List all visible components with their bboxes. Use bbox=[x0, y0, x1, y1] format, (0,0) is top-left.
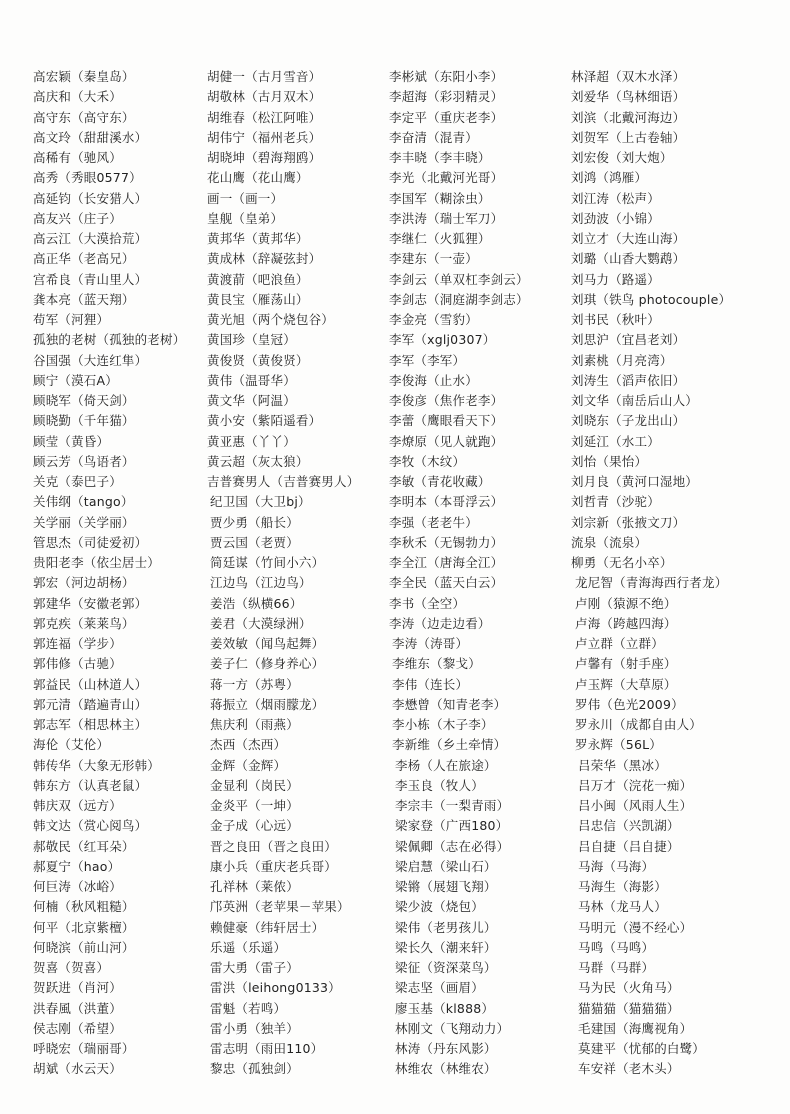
name-entry: 李书（全空） bbox=[389, 595, 466, 611]
name-entry: 刘宗新（张掖文刀） bbox=[571, 514, 686, 530]
name-entry: 李牧（木纹） bbox=[389, 453, 466, 469]
name-entry: 林维农（林维农） bbox=[395, 1061, 497, 1077]
name-entry: 金显利（岗民） bbox=[210, 777, 299, 793]
name-entry: 刘马力（路遥） bbox=[571, 271, 660, 287]
name-entry: 林刚文（飞翔动力） bbox=[395, 1020, 510, 1036]
name-entry: 李剑云（单双杠李剑云） bbox=[389, 271, 529, 287]
name-entry: 刘思沪（宜昌老刘） bbox=[571, 332, 686, 348]
name-entry: 李涛（涛哥） bbox=[392, 636, 469, 651]
name-entry: 黄小安（紫陌遥看） bbox=[207, 413, 322, 429]
name-entry: 金子成（心远） bbox=[210, 818, 299, 834]
name-entry: 蒋一方（苏粤） bbox=[210, 676, 299, 692]
name-entry: 刘怡（果怡） bbox=[571, 453, 648, 469]
name-entry: 李定平（重庆老李） bbox=[389, 109, 504, 125]
name-entry: 李懋曾（知青老李） bbox=[392, 696, 507, 712]
name-entry: 廖玉基（kl888） bbox=[395, 1000, 495, 1016]
name-entry: 雷洪（leihong0133） bbox=[210, 980, 341, 996]
name-entry: 黄云超（灰太狼） bbox=[207, 453, 309, 469]
name-entry: 刘素桃（月亮湾） bbox=[571, 352, 673, 368]
column-4 bbox=[571, 67, 731, 1080]
name-entry: 马林（龙马人） bbox=[578, 899, 667, 915]
name-entry: 郝敬民（红耳朵） bbox=[33, 838, 135, 854]
name-entry: 孔祥林（莱侬） bbox=[210, 879, 299, 894]
name-entry: 李杨（人在旅途） bbox=[395, 757, 497, 773]
name-entry: 胡斌（水云天） bbox=[33, 1061, 122, 1077]
name-entry: 罗永辉（56L） bbox=[575, 737, 662, 753]
name-entry: 李金亮（雪豹） bbox=[389, 312, 478, 327]
name-entry: 康小兵（重庆老兵哥） bbox=[210, 858, 338, 874]
name-entry: 宫希良（青山里人） bbox=[33, 271, 148, 287]
name-entry: 黄俊贤（黄俊贤） bbox=[207, 352, 309, 368]
name-entry: 卢海（跨越四海） bbox=[575, 615, 677, 631]
name-entry: 谷国强（大连红隼） bbox=[33, 352, 148, 368]
name-entry: 焦庆利（雨燕） bbox=[210, 717, 299, 732]
name-entry: 高稀有（驰风） bbox=[33, 150, 122, 165]
name-entry: 高延钧（长安猎人） bbox=[33, 190, 148, 206]
name-entry: 刘鸿（鸿雁） bbox=[571, 170, 648, 186]
name-entry: 猫猫猫（猫猫猫） bbox=[578, 1000, 680, 1016]
name-entry: 海伦（艾伦） bbox=[33, 737, 110, 753]
name-entry: 李玉良（牧人） bbox=[395, 777, 484, 793]
name-entry: 吕忠信（兴凯湖） bbox=[578, 818, 680, 834]
name-entry: 马海生（海影） bbox=[578, 879, 667, 894]
name-entry: 马明元（漫不经心） bbox=[578, 919, 693, 935]
name-entry: 罗伟（色光2009） bbox=[575, 696, 684, 712]
name-entry: 郭连福（学步） bbox=[33, 636, 122, 651]
name-entry: 龙尼智（青海海西行者龙） bbox=[575, 575, 728, 591]
name-entry: 高友兴（庄子） bbox=[33, 210, 122, 226]
name-entry: 刘宏俊（刘大炮） bbox=[571, 150, 673, 165]
name-entry: 黄文华（阿温） bbox=[207, 393, 296, 408]
name-entry: 黄亚惠（丫丫） bbox=[207, 433, 296, 449]
name-entry: 李俊海（止水） bbox=[389, 372, 478, 388]
name-entry: 蒋振立（烟雨朦龙） bbox=[210, 696, 325, 712]
name-entry: 郭建华（安徽老郭） bbox=[33, 595, 148, 611]
name-entry: 顾莹（黄昏） bbox=[33, 433, 110, 449]
name-entry: 罗永川（成都自由人） bbox=[575, 717, 703, 732]
name-entry: 顾晓军（倚天剑） bbox=[33, 393, 135, 408]
name-entry: 李维东（黎戈） bbox=[392, 656, 481, 672]
name-entry: 刘哲青（沙驼） bbox=[571, 494, 660, 510]
name-entry: 姜浩（纵横66） bbox=[210, 595, 303, 611]
name-entry: 李小栋（木子李） bbox=[392, 717, 494, 732]
name-entry: 姜子仁（修身养心） bbox=[210, 656, 325, 672]
name-entry: 李秋禾（无锡勃力） bbox=[389, 534, 504, 550]
name-entry: 贺跃进（肖河） bbox=[33, 980, 122, 996]
name-entry: 刘书民（秋叶） bbox=[571, 312, 660, 327]
name-entry: 顾晓勤（千年猫） bbox=[33, 413, 135, 429]
name-entry: 郭伟修（古驰） bbox=[33, 656, 122, 672]
name-entry: 刘滨（北戴河海边） bbox=[571, 109, 686, 125]
name-entry: 李奋清（混青） bbox=[389, 129, 478, 145]
name-entry: 李明本（本哥浮云） bbox=[389, 494, 504, 510]
name-entry: 呼晓宏（瑞丽哥） bbox=[33, 1041, 135, 1056]
name-entry: 姜效敏（闻鸟起舞） bbox=[210, 636, 325, 651]
name-entry: 李全民（蓝天白云） bbox=[389, 575, 504, 591]
name-entry: 黄邦华（黄邦华） bbox=[207, 231, 309, 246]
name-entry: 柳勇（无名小卒） bbox=[571, 555, 673, 570]
name-entry: 关伟纲（tango） bbox=[33, 494, 134, 510]
name-entry: 韩东方（认真老鼠） bbox=[33, 777, 148, 793]
name-entry: 梁启慧（梁山石） bbox=[395, 858, 497, 874]
name-entry: 梁征（资深菜鸟） bbox=[395, 960, 497, 975]
name-entry: 吕自捷（吕自捷） bbox=[578, 838, 680, 854]
name-entry: 梁佩卿（志在必得） bbox=[395, 838, 510, 854]
name-entry: 黄成林（辞凝弦封） bbox=[207, 251, 322, 267]
name-entry: 吕小闽（风雨人生） bbox=[578, 798, 693, 813]
name-entry: 贾少勇（船长） bbox=[210, 514, 299, 530]
name-entry: 胡敬林（古月双木） bbox=[207, 89, 322, 105]
name-entry: 吕荣华（黑冰） bbox=[578, 757, 667, 773]
name-entry: 苟军（河狸） bbox=[33, 312, 110, 327]
name-entry: 李丰晓（李丰晓） bbox=[389, 150, 491, 165]
name-entry: 马海（马海） bbox=[578, 858, 655, 874]
name-entry: 皇舰（皇弟） bbox=[207, 210, 284, 226]
name-entry: 刘贺军（上古卷轴） bbox=[571, 129, 686, 145]
name-entry: 孤独的老树（孤独的老树） bbox=[33, 332, 186, 348]
name-entry: 何平（北京紫檀） bbox=[33, 919, 135, 935]
name-entry: 李国军（糊涂虫） bbox=[389, 190, 491, 206]
name-entry: 林泽超（双木水泽） bbox=[571, 69, 686, 84]
name-entry: 高云江（大漠拾荒） bbox=[33, 231, 148, 246]
name-entry: 刘爱华（鸟林细语） bbox=[571, 89, 686, 105]
name-entry: 黄光旭（两个烧包谷） bbox=[207, 312, 335, 327]
name-entry: 卢立群（立群） bbox=[575, 636, 664, 651]
name-entry: 乐遥（乐遥） bbox=[210, 939, 287, 955]
name-entry: 吕万才（浣花一痴） bbox=[578, 777, 693, 793]
name-entry: 李军（李军） bbox=[389, 352, 466, 368]
column-2 bbox=[207, 67, 359, 1080]
name-entry: 黎忠（孤独剑） bbox=[210, 1061, 299, 1077]
name-entry: 马为民（火角马） bbox=[578, 980, 680, 996]
name-entry: 邝英洲（老苹果－苹果） bbox=[210, 899, 350, 915]
name-entry: 贵阳老李（依尘居士） bbox=[33, 555, 161, 570]
name-entry: 高文玲（甜甜溪水） bbox=[33, 129, 148, 145]
name-entry: 郭元清（踏遍青山） bbox=[33, 696, 148, 712]
name-entry: 莫建平（忧郁的白鹭） bbox=[578, 1041, 706, 1056]
name-entry: 卢馨有（射手座） bbox=[575, 656, 677, 672]
name-entry: 杰西（杰西） bbox=[210, 737, 287, 753]
name-entry: 金炎平（一坤） bbox=[210, 798, 299, 813]
name-entry: 李强（老老牛） bbox=[389, 514, 478, 530]
name-entry: 关克（泰巴子） bbox=[33, 474, 122, 489]
name-entry: 江边鸟（江边鸟） bbox=[210, 575, 312, 591]
name-entry: 林涛（丹东风影） bbox=[395, 1041, 497, 1056]
name-entry: 李继仁（火狐狸） bbox=[389, 231, 491, 246]
name-entry: 梁长久（潮来轩） bbox=[395, 939, 497, 955]
name-entry: 马群（马群） bbox=[578, 960, 655, 975]
name-entry: 梁锵（展翅飞翔） bbox=[395, 879, 497, 894]
name-entry: 黄伟（温哥华） bbox=[207, 372, 296, 388]
name-entry: 贾云国（老贾） bbox=[210, 534, 299, 550]
name-entry: 刘文华（南岳后山人） bbox=[571, 393, 699, 408]
name-entry: 何楠（秋风粗糙） bbox=[33, 899, 135, 915]
name-entry: 何巨涛（冰峪） bbox=[33, 879, 122, 894]
name-entry: 胡健一（古月雪音） bbox=[207, 69, 322, 84]
name-entry: 刘晓东（子龙出山） bbox=[571, 413, 686, 429]
name-entry: 车安祥（老木头） bbox=[578, 1061, 680, 1077]
name-entry: 毛建国（海鹰视角） bbox=[578, 1020, 693, 1036]
name-entry: 李伟（连长） bbox=[392, 676, 469, 692]
name-entry: 龚本亮（蓝天翔） bbox=[33, 291, 135, 307]
name-entry: 李敏（青花收藏） bbox=[389, 474, 491, 489]
name-entry: 黄国珍（皇冠） bbox=[207, 332, 296, 348]
name-entry: 雷大勇（雷子） bbox=[210, 960, 299, 975]
name-entry: 李俊彦（焦作老李） bbox=[389, 393, 504, 408]
name-entry: 李宗丰（一梨青雨） bbox=[395, 798, 510, 813]
column-1 bbox=[33, 67, 185, 1080]
name-entry: 赖健豪（纬轩居士） bbox=[210, 919, 325, 935]
name-entry: 刘琪（铁鸟 photocouple） bbox=[571, 291, 732, 307]
name-entry: 顾宁（漠石A） bbox=[33, 372, 118, 388]
name-entry: 胡伟宁（福州老兵） bbox=[207, 129, 322, 145]
name-entry: 高守东（高守东） bbox=[33, 109, 135, 125]
name-entry: 高正华（老高兄） bbox=[33, 251, 135, 267]
name-entry: 顾云芳（鸟语者） bbox=[33, 453, 135, 469]
name-entry: 刘涛生（滔声依旧） bbox=[571, 372, 686, 388]
name-entry: 高庆和（大禾） bbox=[33, 89, 122, 105]
name-entry: 简廷谋（竹间小六） bbox=[210, 555, 325, 570]
name-entry: 刘延江（水工） bbox=[571, 433, 660, 449]
name-entry: 刘月良（黄河口湿地） bbox=[571, 474, 699, 489]
name-entry: 花山鹰（花山鹰） bbox=[207, 170, 309, 186]
name-entry: 梁伟（老男孩儿） bbox=[395, 919, 497, 935]
name-entry: 马鸣（马鸣） bbox=[578, 939, 655, 955]
name-entry: 韩文达（赏心阅鸟） bbox=[33, 818, 148, 834]
name-entry: 金辉（金辉） bbox=[210, 757, 287, 773]
name-entry: 贺喜（贺喜） bbox=[33, 960, 110, 975]
name-entry: 李全江（唐海全江） bbox=[389, 555, 504, 570]
name-entry: 韩庆双（远方） bbox=[33, 798, 122, 813]
name-entry: 梁志坚（画眉） bbox=[395, 980, 484, 996]
name-entry: 关学丽（关学丽） bbox=[33, 514, 135, 530]
name-entry: 晋之良田（晋之良田） bbox=[210, 838, 338, 854]
name-entry: 李彬斌（东阳小李） bbox=[389, 69, 504, 84]
name-entry: 李燎原（见人就跑） bbox=[389, 433, 504, 449]
name-entry: 李洪涛（瑞士军刀） bbox=[389, 210, 504, 226]
name-entry: 纪卫国（大卫bj） bbox=[210, 494, 311, 510]
name-entry: 郭克疾（莱莱鸟） bbox=[33, 615, 135, 631]
name-entry: 胡晓坤（碧海翔鸥） bbox=[207, 150, 322, 165]
name-entry: 刘璐（山香大鹦鹉） bbox=[571, 251, 686, 267]
name-entry: 卢玉辉（大草原） bbox=[575, 676, 677, 692]
column-3 bbox=[389, 67, 529, 1080]
name-entry: 流泉（流泉） bbox=[571, 534, 648, 550]
name-entry: 黄艮宝（雁荡山） bbox=[207, 291, 309, 307]
name-entry: 郭宏（河边胡杨） bbox=[33, 575, 135, 591]
name-entry: 李超海（彩羽精灵） bbox=[389, 89, 504, 105]
name-entry: 管思杰（司徒爱初） bbox=[33, 534, 148, 550]
name-entry: 刘劲波（小锦） bbox=[571, 210, 660, 226]
name-entry: 郭益民（山林道人） bbox=[33, 676, 148, 692]
name-entry: 画一（画一） bbox=[207, 190, 284, 206]
name-entry: 胡维春（松江阿唯） bbox=[207, 109, 322, 125]
name-entry: 姜君（大漠绿洲） bbox=[210, 615, 312, 631]
name-entry: 李光（北戴河光哥） bbox=[389, 170, 504, 186]
name-entry: 梁家登（广西180） bbox=[395, 818, 509, 834]
name-entry: 高秀（秀眼0577） bbox=[33, 170, 142, 186]
name-entry: 郭志军（相思林主） bbox=[33, 717, 148, 732]
name-entry: 雷小勇（独羊） bbox=[210, 1020, 299, 1036]
name-entry: 洪春風（洪董） bbox=[33, 1000, 122, 1016]
name-entry: 李新维（乡土牵情） bbox=[392, 737, 507, 753]
name-entry: 何晓滨（前山河） bbox=[33, 939, 135, 955]
name-entry: 李建东（一壶） bbox=[389, 251, 478, 267]
name-entry: 刘江涛（松声） bbox=[571, 190, 660, 206]
name-entry: 刘立才（大连山海） bbox=[571, 231, 686, 246]
name-entry: 吉普赛男人（吉普赛男人） bbox=[207, 474, 360, 489]
name-entry: 黄渡葥（吧浪鱼） bbox=[207, 271, 309, 287]
name-entry: 李剑志（洞庭湖李剑志） bbox=[389, 291, 529, 307]
name-entry: 雷志明（雨田110） bbox=[210, 1041, 324, 1056]
name-entry: 韩传华（大象无形韩） bbox=[33, 757, 161, 773]
name-entry: 李涛（边走边看） bbox=[389, 615, 491, 631]
name-entry: 李蕾（鹰眼看天下） bbox=[389, 413, 504, 429]
name-entry: 侯志刚（希望） bbox=[33, 1020, 122, 1036]
name-entry: 李军（xglj0307） bbox=[389, 332, 496, 348]
name-entry: 卢刚（猿源不绝） bbox=[575, 595, 677, 611]
name-entry: 高宏颖（秦皇岛） bbox=[33, 69, 135, 84]
name-entry: 梁少波（烧包） bbox=[395, 899, 484, 915]
name-entry: 郝夏宁（hao） bbox=[33, 858, 121, 874]
name-entry: 雷魁（若鸣） bbox=[210, 1000, 287, 1016]
